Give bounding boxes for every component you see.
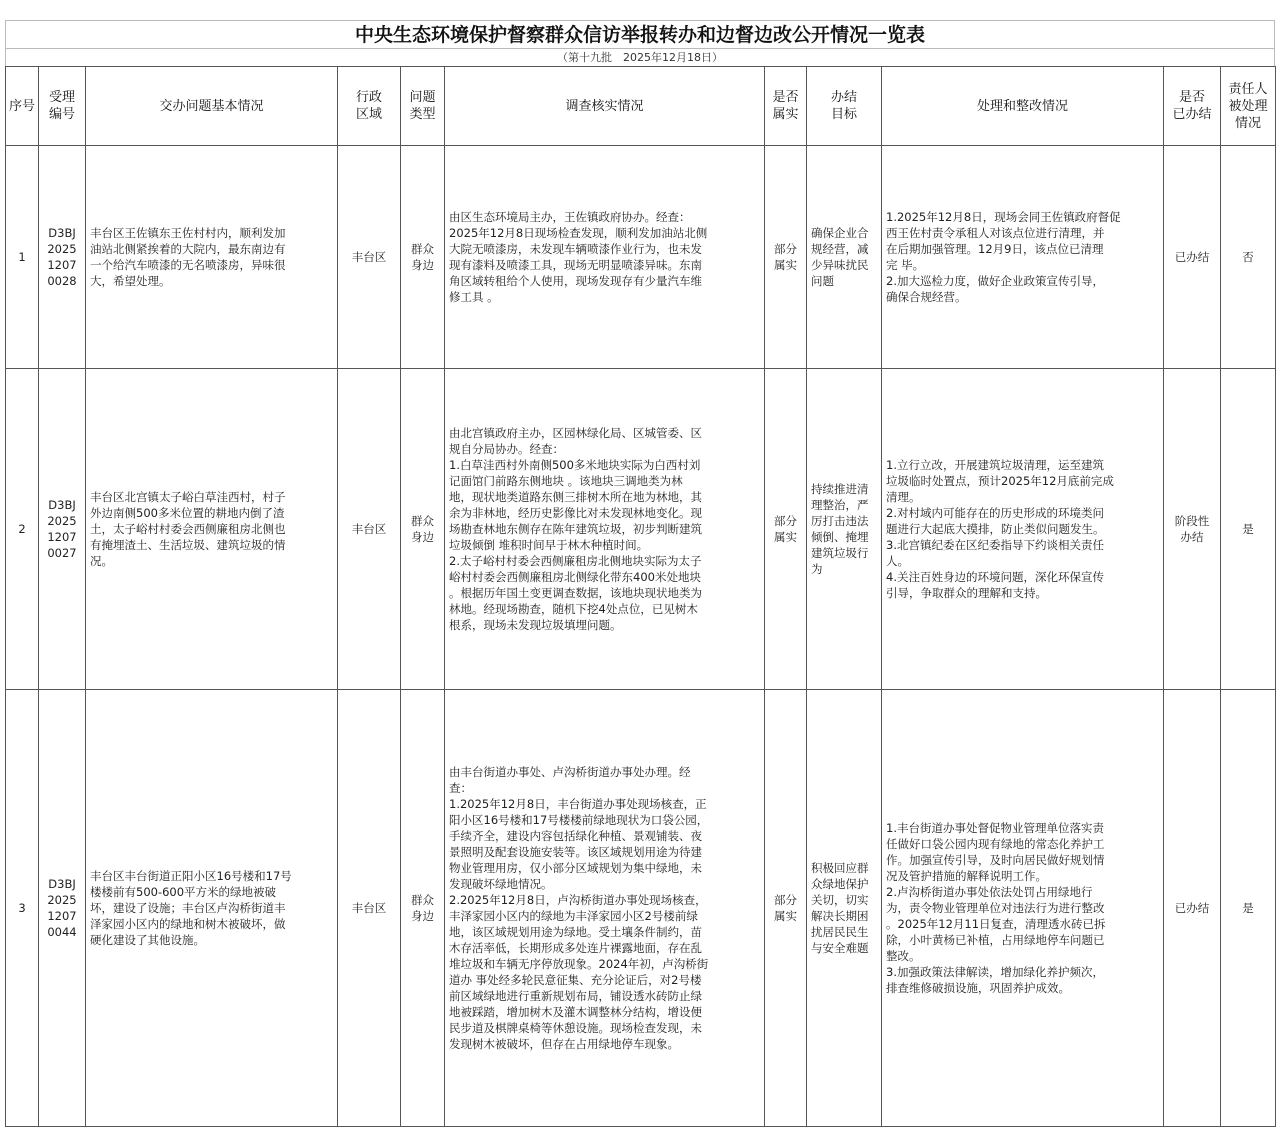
text-line: 大院无喷漆房，未发现车辆喷漆作业行为，也未发: [449, 242, 702, 256]
text-line: 堆垃圾和车辆无序停放现象。2024年初，卢沟桥街: [449, 957, 709, 971]
text-line: 扰居民民生: [811, 925, 869, 939]
header-handling: [882, 67, 1164, 146]
text-line: 地，现状地类道路东侧三排树木所在地为林地，其: [449, 490, 702, 504]
text-line: 是否: [1178, 90, 1205, 105]
disclosure-table: [5, 66, 1276, 1127]
text-line: 与安全难题: [811, 941, 869, 955]
text-line: 任做好口袋公园内现有绿地的常态化养护工: [886, 837, 1105, 851]
text-line: 1.丰台街道办事处督促物业管理单位落实责: [886, 821, 1104, 835]
text-line: 整改。: [886, 949, 921, 963]
cell-closed: [1164, 369, 1221, 690]
text-line: 2025: [47, 242, 77, 256]
text-line: 峪村村委会西侧廉租房北侧绿化带东400米处地块: [449, 570, 701, 584]
text-line: 西王佐村责令承租人对该点位进行清理，并: [886, 226, 1105, 240]
cell-handling: [882, 690, 1164, 1127]
text-line: 属实: [774, 530, 797, 544]
cell-accountability: 是: [1221, 369, 1276, 690]
text-line: 地，该区域规划用途为绿地。受土壤条件制约，苗: [449, 925, 702, 939]
cell-verified: [765, 146, 807, 369]
text-line: 场勘查林地东侧存在陈年建筑垃圾，初步判断建筑: [449, 522, 702, 536]
text-line: 是否: [772, 90, 799, 105]
cell-verified: [765, 690, 807, 1127]
text-line: 为，责令物业管理单位对违法行为进行整改: [886, 901, 1105, 915]
text-line: 完 毕。: [886, 258, 925, 272]
text-line: 土，太子峪村村委会西侧廉租房北侧也: [90, 522, 286, 536]
text-line: 修工具 。: [449, 290, 499, 304]
cell-district: 丰台区: [338, 146, 401, 369]
cell-district: 丰台区: [338, 369, 401, 690]
text-line: D3BJ: [48, 877, 76, 891]
text-line: 类型: [409, 107, 436, 122]
text-line: 部分: [774, 514, 797, 528]
cell-closed: [1164, 690, 1221, 1127]
text-line: 泽家园小区内的绿地和树木被破坏，做: [90, 917, 286, 931]
text-line: 排查维修破损设施，巩固养护成效。: [886, 981, 1070, 995]
text-line: 引导，争取群众的理解和支持。: [886, 586, 1047, 600]
text-line: 被处理: [1228, 98, 1268, 114]
text-line: 。2025年12月11日复查，清理透水砖已拆: [886, 917, 1106, 931]
text-line: 3.加强政策法律解读，增加绿化养护频次，: [886, 965, 1104, 979]
text-line: 丰台区王佐镇东王佐村村内，顺利发加: [90, 226, 286, 240]
text-line: 厉打击违法: [811, 514, 869, 528]
text-line: 责任人: [1228, 81, 1268, 97]
text-line: 地被踩踏，增加树木及灌木调整林分结构，增设便: [449, 1005, 702, 1019]
header-issue: [86, 67, 338, 146]
text-line: 交办问题基本情况: [159, 98, 264, 114]
cell-seq: 1: [6, 146, 39, 369]
text-line: 角区域转租给个人使用，现场发现存有少量汽车维: [449, 274, 702, 288]
cell-accountability: 是: [1221, 690, 1276, 1127]
cell-issue: [86, 146, 338, 369]
text-line: 已办结: [1174, 250, 1210, 264]
text-line: 现有漆料及喷漆工具，现场无明显喷漆异味。东南: [449, 258, 702, 272]
text-line: 丰台区北宫镇太子峪白草洼西村，村子: [90, 490, 286, 504]
text-line: 持续推进清: [811, 482, 869, 496]
text-line: 身边: [411, 258, 434, 272]
text-line: 2.对村域内可能存在的历史形成的环境类问: [886, 506, 1104, 520]
text-line: 倾倒、掩埋: [811, 530, 869, 544]
text-line: 办结: [1180, 530, 1204, 544]
text-line: 关切，切实: [811, 893, 869, 907]
text-line: 垃圾临时处置点，预计2025年12月底前完成: [886, 474, 1114, 488]
cell-case-no: [39, 690, 86, 1127]
text-line: 众绿地保护: [811, 877, 869, 891]
text-line: 2.2025年12月8日，卢沟桥街道办事处现场核查，: [449, 893, 707, 907]
text-line: 况及管护措施的解释说明工作。: [886, 869, 1047, 883]
text-line: 记面馆门前路东侧地块 。该地块三调地类为林: [449, 474, 683, 488]
text-line: 手续齐全，建设内容包括绿化种植、景观铺装、夜: [449, 829, 702, 843]
text-line: 发现树木被破坏，但存在占用绿地停车现象。: [449, 1037, 679, 1051]
cell-case-no: [39, 369, 86, 690]
table-row: [6, 146, 1276, 369]
text-line: 处理和整改情况: [976, 98, 1068, 114]
text-line: 余为非林地，经历史影像比对未发现林地变化。现: [449, 506, 702, 520]
cell-investigation: [445, 369, 765, 690]
cell-closed: [1164, 146, 1221, 369]
text-line: 前区域绿地进行重新规划布局，铺设透水砖防止绿: [449, 989, 702, 1003]
text-line: 阳小区16号楼和17号楼楼前绿地现状为口袋公园，: [449, 813, 709, 827]
text-line: 规自分局协办。经查：: [449, 442, 564, 456]
text-line: 一个给汽车喷漆的无名喷漆房，异味很: [90, 258, 286, 272]
text-line: 部分: [774, 242, 797, 256]
text-line: 查：: [449, 781, 472, 795]
text-line: 楼楼前有500-600平方米的绿地被破: [90, 885, 277, 899]
text-line: 身边: [411, 530, 434, 544]
cell-verified: [765, 369, 807, 690]
cell-investigation: [445, 690, 765, 1127]
text-line: 目标: [830, 107, 857, 122]
cell-type: [401, 690, 445, 1127]
text-line: 积极回应群: [811, 861, 869, 875]
text-line: 题进行大起底大摸排，防止类似问题发生。: [886, 522, 1105, 536]
text-line: 1207: [47, 909, 77, 923]
cell-handling: [882, 369, 1164, 690]
text-line: 部分: [774, 893, 797, 907]
text-line: 少异味扰民: [811, 258, 869, 272]
text-line: 硬化建设了其他设施。: [90, 933, 205, 947]
text-line: 问题: [409, 90, 436, 105]
text-line: 确保企业合: [811, 226, 869, 240]
text-line: 已办结: [1172, 107, 1212, 122]
header-investigation: [445, 67, 765, 146]
text-line: 1.立行立改，开展建筑垃圾清理，运至建筑: [886, 458, 1104, 472]
cell-district: 丰台区: [338, 690, 401, 1127]
text-line: 由丰台街道办事处、卢沟桥街道办事处办理。经: [449, 765, 691, 779]
text-line: 群众: [411, 893, 434, 907]
cell-goal: [807, 690, 882, 1127]
text-line: 1.白草洼西村外南侧500多米地块实际为白西村刘: [449, 458, 701, 472]
header-verified: [765, 67, 807, 146]
text-line: 油站北侧紧挨着的大院内，最东南边有: [90, 242, 286, 256]
text-line: 确保合规经营。: [886, 290, 967, 304]
text-line: 规经营，减: [811, 242, 869, 256]
text-line: 物业管理用房，仅小部分区域规划为集中绿地，未: [449, 861, 702, 875]
text-line: 情况: [1234, 115, 1261, 131]
cell-seq: 3: [6, 690, 39, 1127]
text-line: 大，希望处理。: [90, 274, 171, 288]
text-line: 属实: [772, 107, 799, 122]
text-line: 2025: [47, 514, 77, 528]
header-accountability: [1221, 67, 1276, 146]
text-line: 民步道及棋牌桌椅等休憩设施。现场检查发现，未: [449, 1021, 702, 1035]
header-district: [338, 67, 401, 146]
text-line: 1207: [47, 258, 77, 272]
text-line: 区域: [355, 107, 382, 122]
text-line: 阶段性: [1174, 514, 1210, 528]
text-line: 编号: [48, 107, 75, 122]
text-line: 为: [811, 562, 823, 576]
text-line: 受理: [48, 90, 75, 105]
cell-type: [401, 146, 445, 369]
text-line: D3BJ: [48, 498, 76, 512]
text-line: 木存活率低，长期形成多处连片裸露地面，存在乱: [449, 941, 702, 955]
text-line: 景照明及配套设施安装等。该区域规划用途为待建: [449, 845, 702, 859]
text-line: 丰泽家园小区内的绿地为丰泽家园小区2号楼前绿: [449, 909, 698, 923]
text-line: 属实: [774, 258, 797, 272]
cell-accountability: 否: [1221, 146, 1276, 369]
text-line: 人。: [886, 554, 909, 568]
text-line: 0044: [47, 925, 77, 939]
text-line: 4.关注百姓身边的环境问题，深化环保宣传: [886, 570, 1104, 584]
cell-case-no: [39, 146, 86, 369]
text-line: 行政: [355, 90, 382, 105]
header-closed: [1164, 67, 1221, 146]
text-line: 由区生态环境局主办，王佐镇政府协办。经查：: [449, 210, 691, 224]
text-line: 清理。: [886, 490, 921, 504]
text-line: 发现破坏绿地情况。: [449, 877, 553, 891]
text-line: 况。: [90, 554, 113, 568]
text-line: 垃圾倾倒 堆积时间早于林木种植时间。: [449, 538, 649, 552]
cell-issue: [86, 369, 338, 690]
cell-handling: [882, 146, 1164, 369]
cell-investigation: [445, 146, 765, 369]
text-line: 解决长期困: [811, 909, 869, 923]
header-type: [401, 67, 445, 146]
header-case-no: [39, 67, 86, 146]
text-line: 群众: [411, 242, 434, 256]
text-line: 2025: [47, 893, 77, 907]
text-line: 有掩埋渣土、生活垃圾、建筑垃圾的情: [90, 538, 286, 552]
text-line: 由北宫镇政府主办，区园林绿化局、区城管委、区: [449, 426, 702, 440]
page-subtitle: （第十九批 2025年12月18日）: [5, 48, 1275, 66]
text-line: 。根据历年国土变更调查数据，该地块现状地类为: [449, 586, 702, 600]
text-line: 2.卢沟桥街道办事处依法处罚占用绿地行: [886, 885, 1093, 899]
text-line: 丰台区丰台街道正阳小区16号楼和17号: [90, 869, 292, 883]
header-row: [6, 67, 1276, 146]
text-line: 坏，建设了设施；丰台区卢沟桥街道丰: [90, 901, 286, 915]
page-title: 中央生态环境保护督察群众信访举报转办和边督边改公开情况一览表: [5, 20, 1275, 48]
text-line: 群众: [411, 514, 434, 528]
text-line: 办结: [830, 90, 857, 105]
text-line: 外边南侧500多米位置的耕地内倒了渣: [90, 506, 285, 520]
text-line: 作。加强宣传引导，及时向居民做好规划情: [886, 853, 1105, 867]
text-line: 调查核实情况: [565, 98, 644, 114]
cell-type: [401, 369, 445, 690]
cell-goal: [807, 146, 882, 369]
text-line: 理整治，严: [811, 498, 869, 512]
cell-seq: 2: [6, 369, 39, 690]
text-line: 除，小叶黄杨已补植，占用绿地停车问题已: [886, 933, 1105, 947]
text-line: 2.太子峪村村委会西侧廉租房北侧地块实际为太子: [449, 554, 702, 568]
text-line: 序号: [8, 98, 35, 114]
text-line: 1.2025年12月8日，现场会同王佐镇政府督促: [886, 210, 1121, 224]
text-line: 在后期加强管理。12月9日，该点位已清理: [886, 242, 1104, 256]
text-line: 1207: [47, 530, 77, 544]
table-row: [6, 369, 1276, 690]
text-line: 道办 事处经多轮民意征集、充分论证后，对2号楼: [449, 973, 702, 987]
header-seq: [6, 67, 39, 146]
text-line: 2.加大巡检力度，做好企业政策宣传引导，: [886, 274, 1104, 288]
text-line: 林地。经现场勘查，随机下挖4处点位，已见树木: [449, 602, 698, 616]
text-line: 问题: [811, 274, 834, 288]
text-line: D3BJ: [48, 226, 76, 240]
text-line: 属实: [774, 909, 797, 923]
table-row: [6, 690, 1276, 1127]
text-line: 2025年12月8日现场检查发现，顺利发加油站北侧: [449, 226, 708, 240]
text-line: 0028: [47, 274, 77, 288]
header-goal: [807, 67, 882, 146]
text-line: 根系，现场未发现垃圾填埋问题。: [449, 618, 622, 632]
cell-issue: [86, 690, 338, 1127]
text-line: 3.北宫镇纪委在区纪委指导下约谈相关责任: [886, 538, 1104, 552]
text-line: 1.2025年12月8日，丰台街道办事处现场核查，正: [449, 797, 707, 811]
cell-goal: [807, 369, 882, 690]
text-line: 身边: [411, 909, 434, 923]
text-line: 建筑垃圾行: [811, 546, 869, 560]
text-line: 0027: [47, 546, 77, 560]
text-line: 已办结: [1174, 901, 1210, 915]
